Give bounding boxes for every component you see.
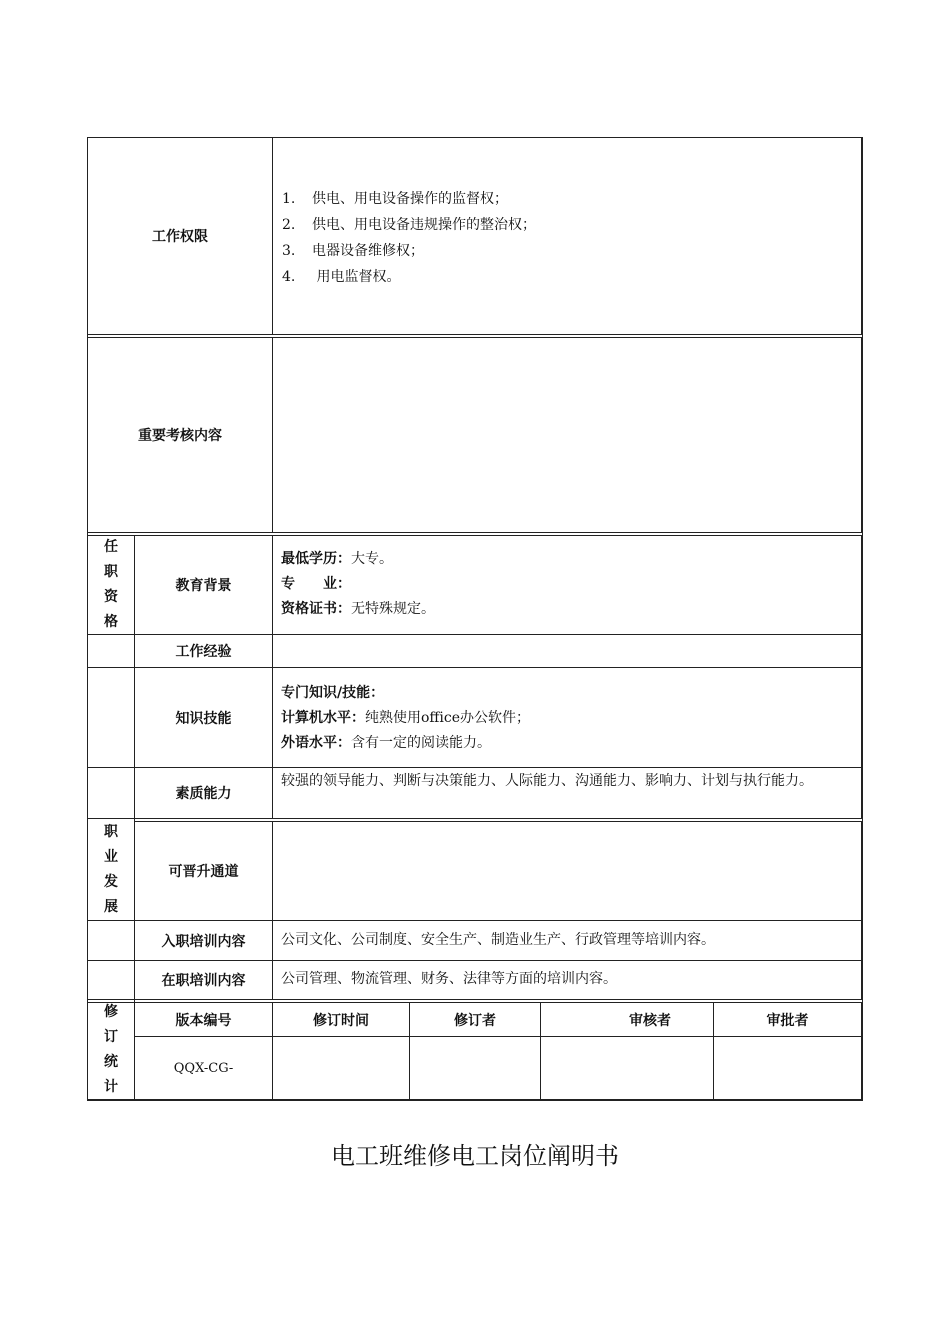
- revision-header-reviewer: 审核者: [541, 1003, 714, 1037]
- knowledge-label: 知识技能: [135, 668, 273, 768]
- work-authority-list: [282, 186, 861, 290]
- revision-header-approver: 审批者: [714, 1003, 862, 1037]
- blank-cell: [88, 961, 135, 1000]
- blank-cell: [88, 921, 135, 961]
- list-item: 2. 供电、用电设备违规操作的整治权；: [282, 217, 536, 233]
- revision-section-label: 修 订 统 计: [88, 1000, 135, 1100]
- revision-approver-value: [714, 1037, 862, 1100]
- revision-reviewer-value: [541, 1037, 714, 1100]
- career-section-label: 职 业 发 展: [88, 819, 135, 921]
- revision-header-date: 修订时间: [273, 1003, 410, 1037]
- promotion-content: [273, 822, 862, 921]
- experience-label: 工作经验: [135, 635, 273, 668]
- blank-cell: [88, 668, 135, 768]
- list-item: 4. 用电监督权。: [282, 269, 401, 285]
- revision-header-reviser: 修订者: [410, 1003, 541, 1037]
- education-content: 最低学历：大专。 专 业： 资格证书：无特殊规定。: [273, 536, 862, 635]
- education-label: 教育背景: [135, 536, 273, 635]
- experience-content: [273, 635, 862, 668]
- assessment-label: 重要考核内容: [88, 338, 273, 533]
- quality-content: 较强的领导能力、判断与决策能力、人际能力、沟通能力、影响力、计划与执行能力。: [273, 768, 862, 819]
- knowledge-content: 专门知识/技能： 计算机水平：纯熟使用office办公软件； 外语水平：含有一定的阅读能力。: [273, 668, 862, 768]
- revision-date-value: [273, 1037, 410, 1100]
- onboarding-label: 入职培训内容: [135, 921, 273, 961]
- onboarding-content: 公司文化、公司制度、安全生产、制造业生产、行政管理等培训内容。: [273, 921, 862, 961]
- quality-label: 素质能力: [135, 768, 273, 819]
- list-item: 3. 电器设备维修权；: [282, 243, 424, 259]
- revision-version-value: QQX-CG-: [135, 1037, 273, 1100]
- revision-header-version: 版本编号: [135, 1003, 273, 1037]
- blank-cell: [88, 635, 135, 668]
- list-item: 1. 供电、用电设备操作的监督权；: [282, 191, 508, 207]
- promotion-label: 可晋升通道: [135, 822, 273, 921]
- work-authority-label: 工作权限: [88, 138, 273, 335]
- work-authority-content: [273, 138, 862, 335]
- inservice-content: 公司管理、物流管理、财务、法律等方面的培训内容。: [273, 961, 862, 1000]
- revision-reviser-value: [410, 1037, 541, 1100]
- inservice-label: 在职培训内容: [135, 961, 273, 1000]
- assessment-content: [273, 338, 862, 533]
- qualification-section-label: 任 职 资 格: [88, 536, 135, 635]
- blank-cell: [88, 768, 135, 819]
- document-title: 电工班维修电工岗位阐明书: [331, 1142, 619, 1170]
